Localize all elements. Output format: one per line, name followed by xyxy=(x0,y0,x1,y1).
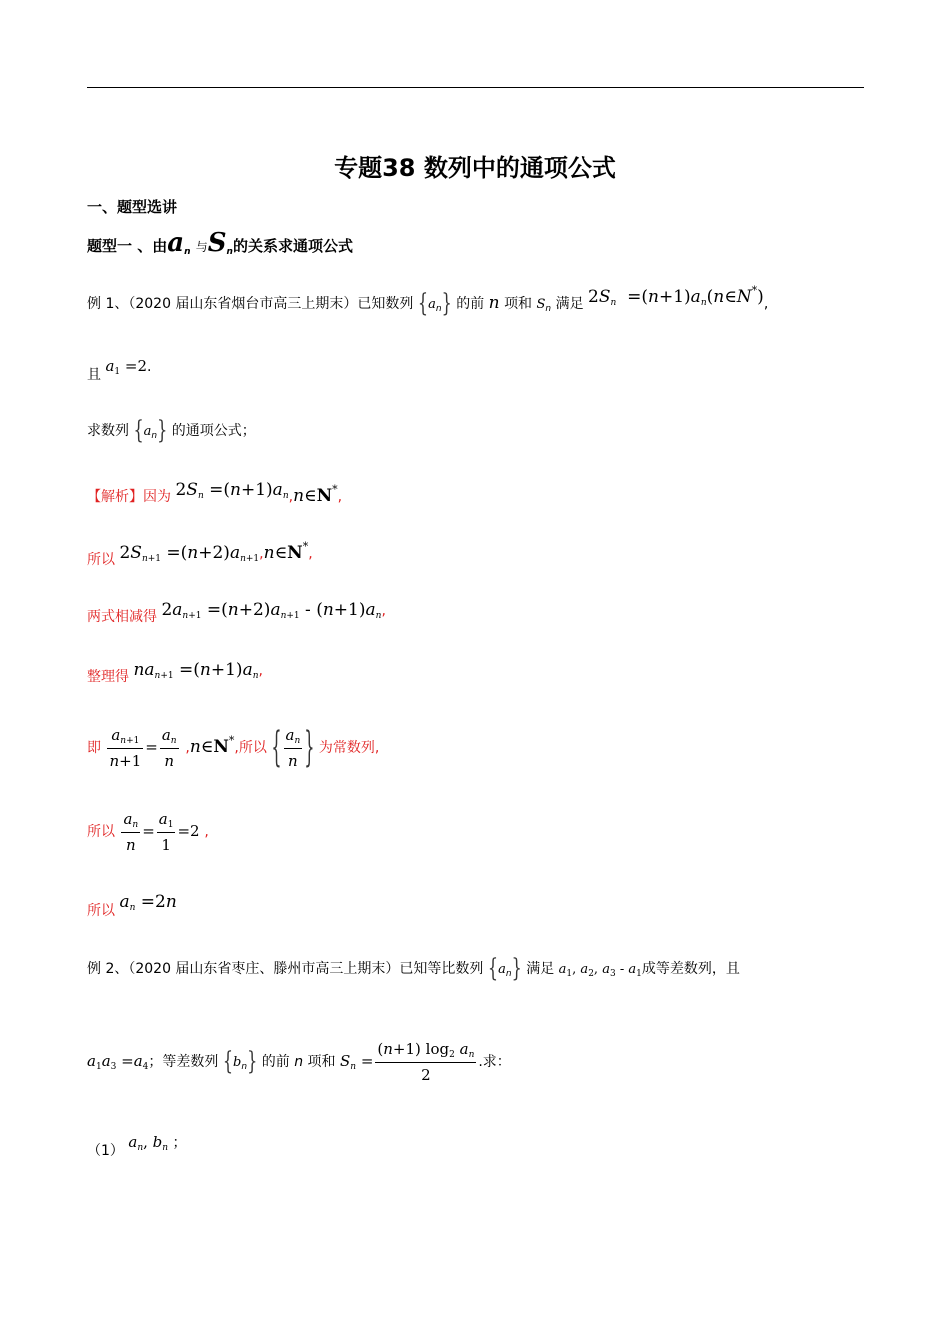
example-2-question-1: （1） $a_n$, $b_n$ ； xyxy=(87,1133,187,1159)
ex1-ask2: 的通项公式； xyxy=(171,423,256,439)
solution-line-1: 【解析】因为 $2S_n$ $=(n+1)a_n,n\in N^*$, xyxy=(87,480,343,506)
ex2-l2d: .求： xyxy=(478,1054,511,1070)
sol-l5a: 即 xyxy=(87,740,101,756)
page-title: 专题38 数列中的通项公式 xyxy=(334,154,616,182)
section-heading: 一、题型选讲 xyxy=(87,198,178,216)
sol-l3: 两式相减得 xyxy=(87,609,157,625)
ex1-cond: 且 xyxy=(87,367,101,383)
ex1-mid3: 满足 xyxy=(555,296,584,312)
example-2-line: 例 2、（2020 届山东省枣庄、滕州市高三上期末）已知等比数列 $\{a_n\}$ 满足 $a_1$, $a_2$, $a_3 - a_1$成等差数列，且 xyxy=(87,952,740,983)
ex2-q1: （1） xyxy=(87,1143,124,1159)
solution-tag: 【解析】 xyxy=(87,489,143,505)
example-2-line-2: $a_1a_3 =a_4$；等差数列 $\{b_n\}$ 的前 n 项和 $S_n$ = $\frac{(n+1) \log_2 a_n}{2}$ .求： xyxy=(87,1040,511,1084)
example-1-question: 求数列 $\{a_n\}$ 的通项公式； xyxy=(87,414,256,445)
solution-line-6: 所以 $\frac{a_n}{n}$ = $\frac{a_1}{1}$ =2 , xyxy=(87,810,209,854)
type-heading-prefix: 题型一 、由 xyxy=(87,237,168,255)
type-heading-with: 与 xyxy=(195,240,208,254)
solution-line-5: 即 $\frac{a_{n+1}}{n+1}$ = $\frac{a_n}{n}$ ,n∈N*,所以 { $\frac{a_n}{n}$ } 为常数列, xyxy=(87,721,380,772)
ex1-mid2: 项和 xyxy=(504,296,533,312)
ex2-mid2: 成等差数列，且 xyxy=(641,961,740,977)
sol-l1: 因为 xyxy=(143,489,171,505)
ex1-mid: 的前 xyxy=(456,296,485,312)
sol-l6: 所以 xyxy=(87,824,115,840)
sol-l5c: 为常数列, xyxy=(318,740,380,756)
example-2-label: 例 2、（2020 届山东省枣庄、滕州市高三上期末）已知等比数列 xyxy=(87,961,484,977)
type-heading: 题型一 、由$a_n$ 与$S_n$的关系求通项公式 xyxy=(87,228,353,258)
sol-l7: 所以 xyxy=(87,903,115,919)
ex1-ask: 求数列 xyxy=(87,423,129,439)
solution-line-4: 整理得 $na_{n+1} =(n+1)a_n$, xyxy=(87,660,263,685)
sol-l2: 所以 xyxy=(87,552,115,568)
example-1-condition: 且 $a_1 =2$. xyxy=(87,357,152,383)
type-heading-suffix: 的关系求通项公式 xyxy=(232,237,353,255)
header-rule xyxy=(87,87,864,88)
sol-l5b: ,所以 xyxy=(234,740,267,756)
ex2-l2c: 项和 xyxy=(307,1054,336,1070)
ex2-l2a: ；等差数列 xyxy=(148,1054,219,1070)
solution-line-3: 两式相减得 $2a_{n+1} =(n+2)a_{n+1} - (n+1)a_n$, xyxy=(87,600,386,625)
solution-line-2: 所以 $2S_{n+1}$ $=(n+2)a_{n+1},n\in N^*$, xyxy=(87,540,313,568)
example-1-label: 例 1、（2020 届山东省烟台市高三上期末）已知数列 xyxy=(87,296,414,312)
solution-line-7: 所以 $a_n =2n$ xyxy=(87,892,177,919)
sol-l4: 整理得 xyxy=(87,669,129,685)
example-1-line: 例 1、（2020 届山东省烟台市高三上期末）已知数列 $\{a_n\}$ 的前 n 项和 $S_n$ 满足 $2S_n$ $=(n+1)a_n(n\in N^*)$, xyxy=(87,284,769,318)
ex2-l2b: 的前 xyxy=(261,1054,290,1070)
ex2-mid: 满足 xyxy=(526,961,555,977)
